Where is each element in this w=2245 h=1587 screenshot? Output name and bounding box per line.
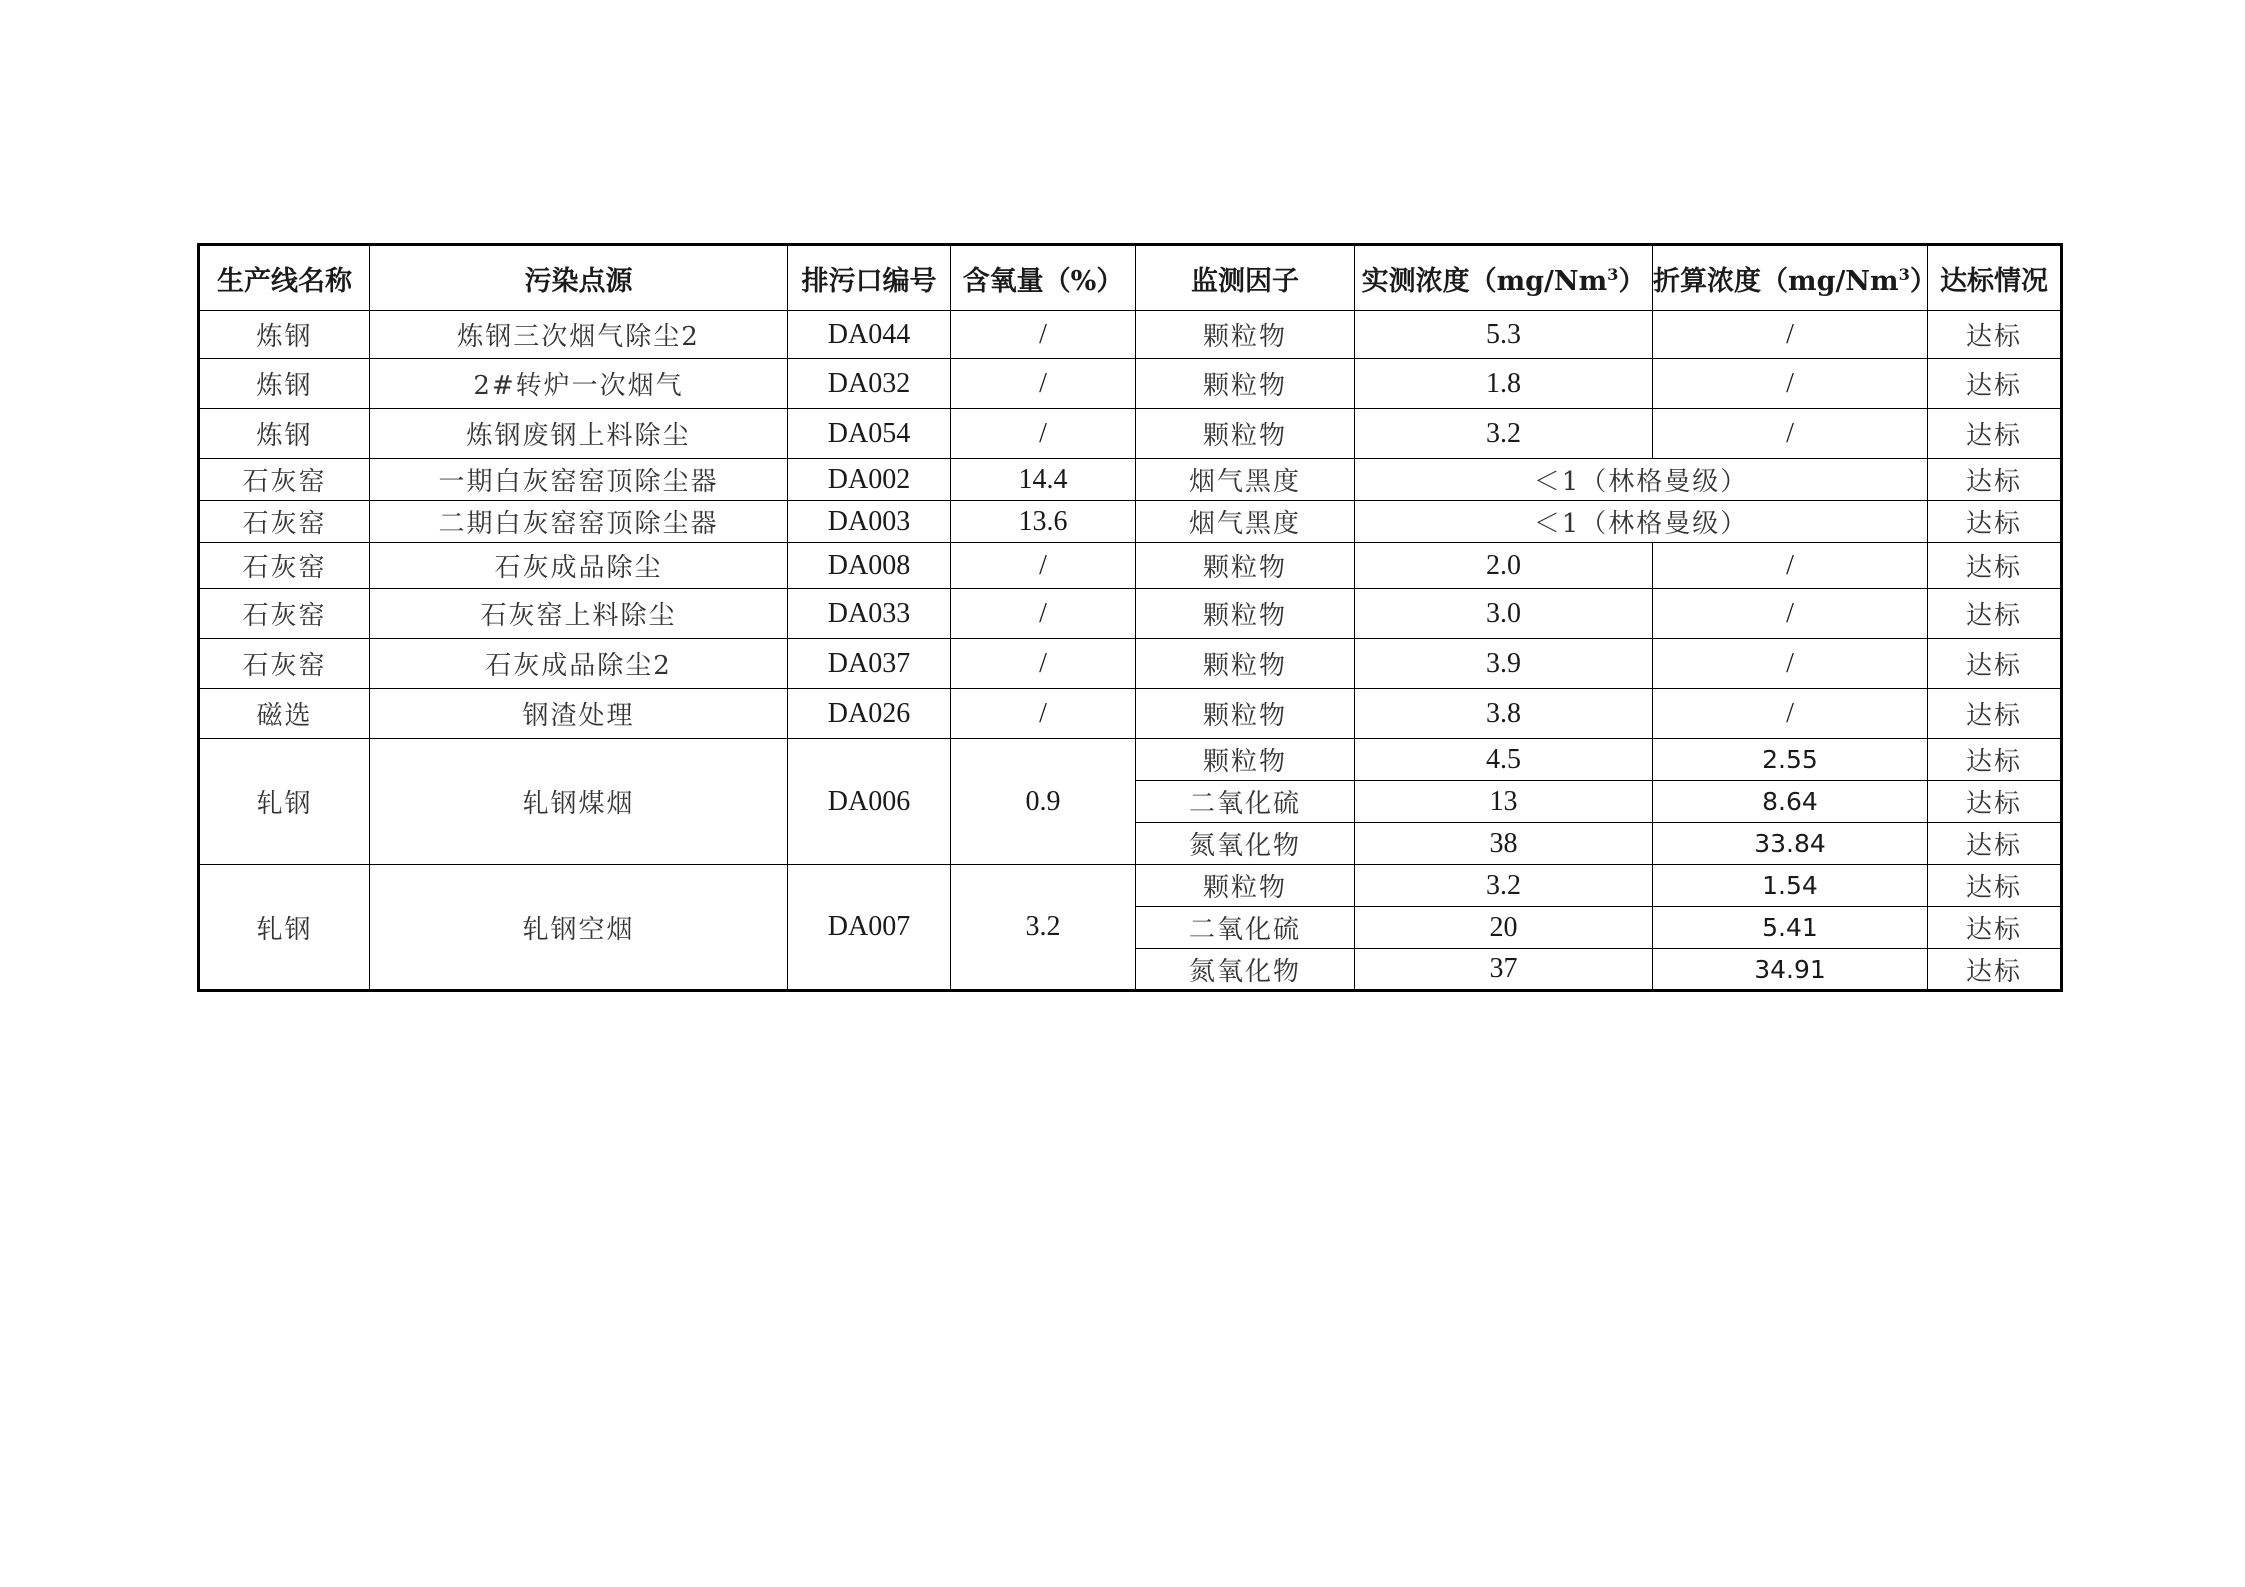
- table-row: [199, 501, 2062, 543]
- measured-cell: 1.8: [1355, 359, 1653, 409]
- outlet-cell: DA037: [788, 639, 951, 689]
- status-cell: 达标: [1928, 781, 2062, 823]
- factor-cell: 颗粒物: [1136, 865, 1355, 907]
- line-cell: 石灰窑: [199, 501, 370, 543]
- source-cell: 石灰成品除尘2: [370, 639, 788, 689]
- header-measured-label: 实测浓度（mg/Nm: [1361, 265, 1608, 297]
- source-cell: 炼钢三次烟气除尘2: [370, 311, 788, 359]
- measured-cell: 38: [1355, 823, 1653, 865]
- concentration-merged-cell: ＜1（林格曼级）: [1355, 459, 1928, 501]
- converted-cell: 2.55: [1653, 739, 1928, 781]
- converted-cell: /: [1653, 359, 1928, 409]
- converted-cell: 5.41: [1653, 907, 1928, 949]
- factor-cell: 颗粒物: [1136, 589, 1355, 639]
- line-cell: 炼钢: [199, 359, 370, 409]
- status-cell: 达标: [1928, 359, 2062, 409]
- oxygen-cell: /: [951, 409, 1136, 459]
- outlet-cell: DA044: [788, 311, 951, 359]
- header-measured-close: ）: [1618, 265, 1646, 297]
- table-row: [199, 543, 2062, 589]
- header-factor: 监测因子: [1136, 245, 1355, 311]
- factor-cell: 颗粒物: [1136, 359, 1355, 409]
- source-cell: 一期白灰窑窑顶除尘器: [370, 459, 788, 501]
- oxygen-cell: /: [951, 359, 1136, 409]
- factor-cell: 颗粒物: [1136, 639, 1355, 689]
- measured-cell: 5.3: [1355, 311, 1653, 359]
- measured-cell: 3.9: [1355, 639, 1653, 689]
- measured-cell: 3.8: [1355, 689, 1653, 739]
- header-converted: [1653, 245, 1937, 311]
- outlet-cell: DA002: [788, 459, 951, 501]
- outlet-cell: DA008: [788, 543, 951, 589]
- factor-cell: 颗粒物: [1136, 311, 1355, 359]
- header-outlet: 排污口编号: [788, 245, 951, 311]
- table-row: [199, 311, 2062, 359]
- factor-cell: 氮氧化物: [1136, 949, 1355, 991]
- converted-cell: 8.64: [1653, 781, 1928, 823]
- line-cell: 磁选: [199, 689, 370, 739]
- table-body: [199, 311, 2062, 991]
- measured-cell: 4.5: [1355, 739, 1653, 781]
- source-cell: 石灰窑上料除尘: [370, 589, 788, 639]
- line-cell: 轧钢: [199, 739, 370, 865]
- oxygen-cell: 13.6: [951, 501, 1136, 543]
- table-row: [199, 639, 2062, 689]
- oxygen-cell: /: [951, 689, 1136, 739]
- source-cell: 炼钢废钢上料除尘: [370, 409, 788, 459]
- status-cell: 达标: [1928, 639, 2062, 689]
- outlet-cell: DA003: [788, 501, 951, 543]
- oxygen-cell: /: [951, 311, 1136, 359]
- line-cell: 石灰窑: [199, 543, 370, 589]
- source-cell: 2#转炉一次烟气: [370, 359, 788, 409]
- source-cell: 石灰成品除尘: [370, 543, 788, 589]
- status-cell: 达标: [1928, 311, 2062, 359]
- header-converted-close: ）: [1909, 265, 1937, 297]
- line-cell: 炼钢: [199, 311, 370, 359]
- source-cell: 钢渣处理: [370, 689, 788, 739]
- factor-cell: 颗粒物: [1136, 739, 1355, 781]
- header-status: 达标情况: [1928, 245, 2062, 311]
- converted-cell: /: [1653, 689, 1928, 739]
- status-cell: 达标: [1928, 459, 2062, 501]
- header-line: 生产线名称: [199, 245, 370, 311]
- measured-cell: 3.0: [1355, 589, 1653, 639]
- table-row: [199, 409, 2062, 459]
- outlet-cell: DA006: [788, 739, 951, 865]
- table-row: [199, 865, 2062, 907]
- line-cell: 石灰窑: [199, 589, 370, 639]
- converted-cell: /: [1653, 409, 1928, 459]
- line-cell: 轧钢: [199, 865, 370, 991]
- measured-cell: 2.0: [1355, 543, 1653, 589]
- table-row: [199, 689, 2062, 739]
- factor-cell: 颗粒物: [1136, 689, 1355, 739]
- source-cell: 轧钢空烟: [370, 865, 788, 991]
- factor-cell: 二氧化硫: [1136, 781, 1355, 823]
- status-cell: 达标: [1928, 739, 2062, 781]
- oxygen-cell: 0.9: [951, 739, 1136, 865]
- status-cell: 达标: [1928, 543, 2062, 589]
- outlet-cell: DA032: [788, 359, 951, 409]
- oxygen-cell: /: [951, 543, 1136, 589]
- factor-cell: 二氧化硫: [1136, 907, 1355, 949]
- source-cell: 二期白灰窑窑顶除尘器: [370, 501, 788, 543]
- measured-cell: 13: [1355, 781, 1653, 823]
- table-row: [199, 359, 2062, 409]
- converted-cell: 1.54: [1653, 865, 1928, 907]
- outlet-cell: DA026: [788, 689, 951, 739]
- converted-cell: 33.84: [1653, 823, 1928, 865]
- table-row: [199, 739, 2062, 781]
- measured-cell: 20: [1355, 907, 1653, 949]
- source-cell: 轧钢煤烟: [370, 739, 788, 865]
- status-cell: 达标: [1928, 823, 2062, 865]
- status-cell: 达标: [1928, 689, 2062, 739]
- factor-cell: 颗粒物: [1136, 409, 1355, 459]
- measured-cell: 37: [1355, 949, 1653, 991]
- header-source: 污染点源: [370, 245, 788, 311]
- status-cell: 达标: [1928, 907, 2062, 949]
- factor-cell: 烟气黑度: [1136, 459, 1355, 501]
- header-measured: [1355, 245, 1653, 311]
- factor-cell: 氮氧化物: [1136, 823, 1355, 865]
- header-converted-label: 折算浓度（mg/Nm: [1653, 265, 1899, 297]
- monitoring-table: [197, 243, 2063, 992]
- oxygen-cell: 14.4: [951, 459, 1136, 501]
- header-converted-sup: 3: [1898, 264, 1910, 284]
- oxygen-cell: 3.2: [951, 865, 1136, 991]
- concentration-merged-cell: ＜1（林格曼级）: [1355, 501, 1928, 543]
- oxygen-cell: /: [951, 589, 1136, 639]
- converted-cell: 34.91: [1653, 949, 1928, 991]
- outlet-cell: DA007: [788, 865, 951, 991]
- factor-cell: 颗粒物: [1136, 543, 1355, 589]
- measured-cell: 3.2: [1355, 865, 1653, 907]
- table-row: [199, 589, 2062, 639]
- factor-cell: 烟气黑度: [1136, 501, 1355, 543]
- converted-cell: /: [1653, 543, 1928, 589]
- line-cell: 石灰窑: [199, 459, 370, 501]
- status-cell: 达标: [1928, 949, 2062, 991]
- table-header-row: [199, 245, 2062, 311]
- line-cell: 石灰窑: [199, 639, 370, 689]
- oxygen-cell: /: [951, 639, 1136, 689]
- converted-cell: /: [1653, 589, 1928, 639]
- converted-cell: /: [1653, 639, 1928, 689]
- outlet-cell: DA054: [788, 409, 951, 459]
- converted-cell: /: [1653, 311, 1928, 359]
- status-cell: 达标: [1928, 501, 2062, 543]
- header-measured-sup: 3: [1607, 264, 1619, 284]
- measured-cell: 3.2: [1355, 409, 1653, 459]
- status-cell: 达标: [1928, 589, 2062, 639]
- status-cell: 达标: [1928, 409, 2062, 459]
- outlet-cell: DA033: [788, 589, 951, 639]
- table-row: [199, 459, 2062, 501]
- header-oxygen: 含氧量（%）: [951, 245, 1136, 311]
- status-cell: 达标: [1928, 865, 2062, 907]
- line-cell: 炼钢: [199, 409, 370, 459]
